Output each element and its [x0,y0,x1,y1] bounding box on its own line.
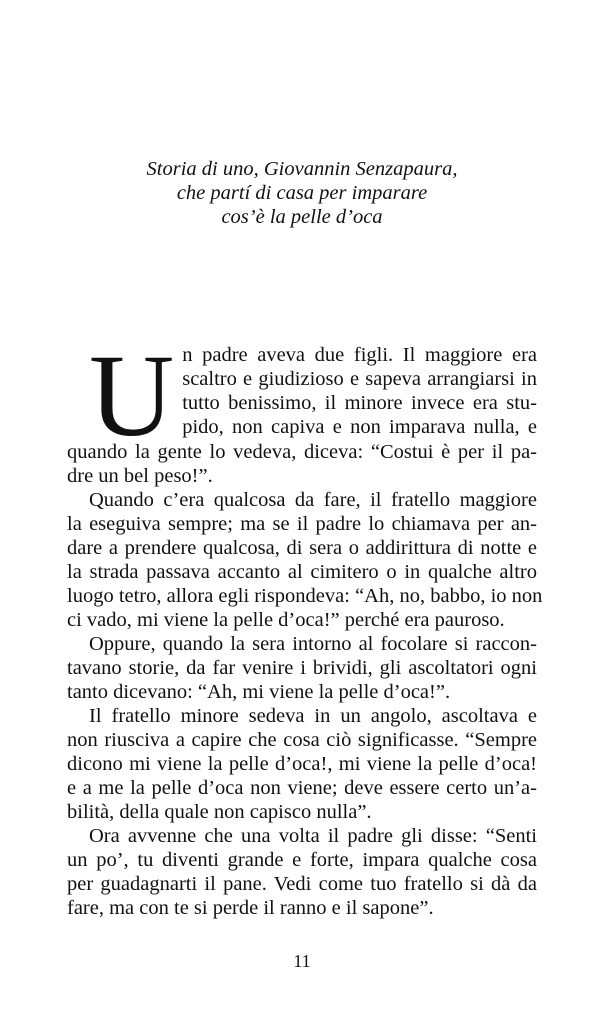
text-line: tanto dicevano: “Ah, mi viene la pelle d’oca!”. [67,681,451,703]
text-line: quando la gente lo vedeva, diceva: “Costui è per il pa- [67,441,537,463]
text-line: tavano storie, da far venire i brividi, gli ascoltatori ogni [67,657,537,679]
paragraph-3 [67,632,537,704]
text-line: ci vado, mi viene la pelle d’oca!” perché era pauroso. [67,609,505,631]
chapter-title-line: che partí di casa per imparare [176,182,428,204]
text-line: Oppure, quando la sera intorno al focolare si raccon- [89,633,537,655]
paragraph-1 [67,330,537,488]
text-line: fare, ma con te si perde il ranno e il sapone”. [67,897,434,919]
text-line: luogo tetro, allora egli rispondeva: “Ah, no, babbo, io non [67,585,543,607]
body-text [67,330,543,920]
text-line: bilità, della quale non capisco nulla”. [67,801,372,823]
text-line: dicono mi viene la pelle d’oca!, mi viene la pelle d’oca! [67,753,537,775]
text-line: scaltro e giudizioso e sapeva arrangiarsi in [182,368,537,390]
text-line: non riusciva a capire che cosa ciò significasse. “Sempre [67,729,537,751]
text-line: un po’, tu diventi grande e forte, impara qualche cosa [67,849,537,871]
text-line: n padre aveva due figli. Il maggiore era [182,344,537,366]
paragraph-4 [67,704,537,824]
text-line: tutto benissimo, il minore invece era stu- [182,392,537,414]
text-line: Quando c’era qualcosa da fare, il fratello maggiore [89,489,537,511]
text-line: Ora avvenne che una volta il padre gli disse: “Senti [89,825,537,847]
chapter-title-line: cos’è la pelle d’oca [221,206,383,228]
paragraph-5 [67,824,537,920]
paragraph-2 [67,488,543,632]
text-line: dre un bel peso!”. [67,465,213,487]
text-line: per guadagnarti il pane. Vedi come tuo fratello si dà da [67,873,537,895]
chapter-title-line: Storia di uno, Giovannin Senzapaura, [146,158,458,180]
text-line: dare a prendere qualcosa, di sera o addirittura di notte e [67,537,537,559]
text-line: la strada passava accanto al cimitero o in qualche altro [67,561,537,583]
drop-cap: U [89,330,175,461]
text-line: e a me la pelle d’oca non viene; deve essere certo un’a- [67,777,537,799]
page-number: 11 [293,951,311,971]
text-line: pido, non capiva e non imparava nulla, e [182,416,537,438]
chapter-title [60,157,544,229]
text-line: la eseguiva sempre; ma se il padre lo chiamava per an- [67,513,537,535]
text-line: Il fratello minore sedeva in un angolo, ascoltava e [89,705,537,727]
